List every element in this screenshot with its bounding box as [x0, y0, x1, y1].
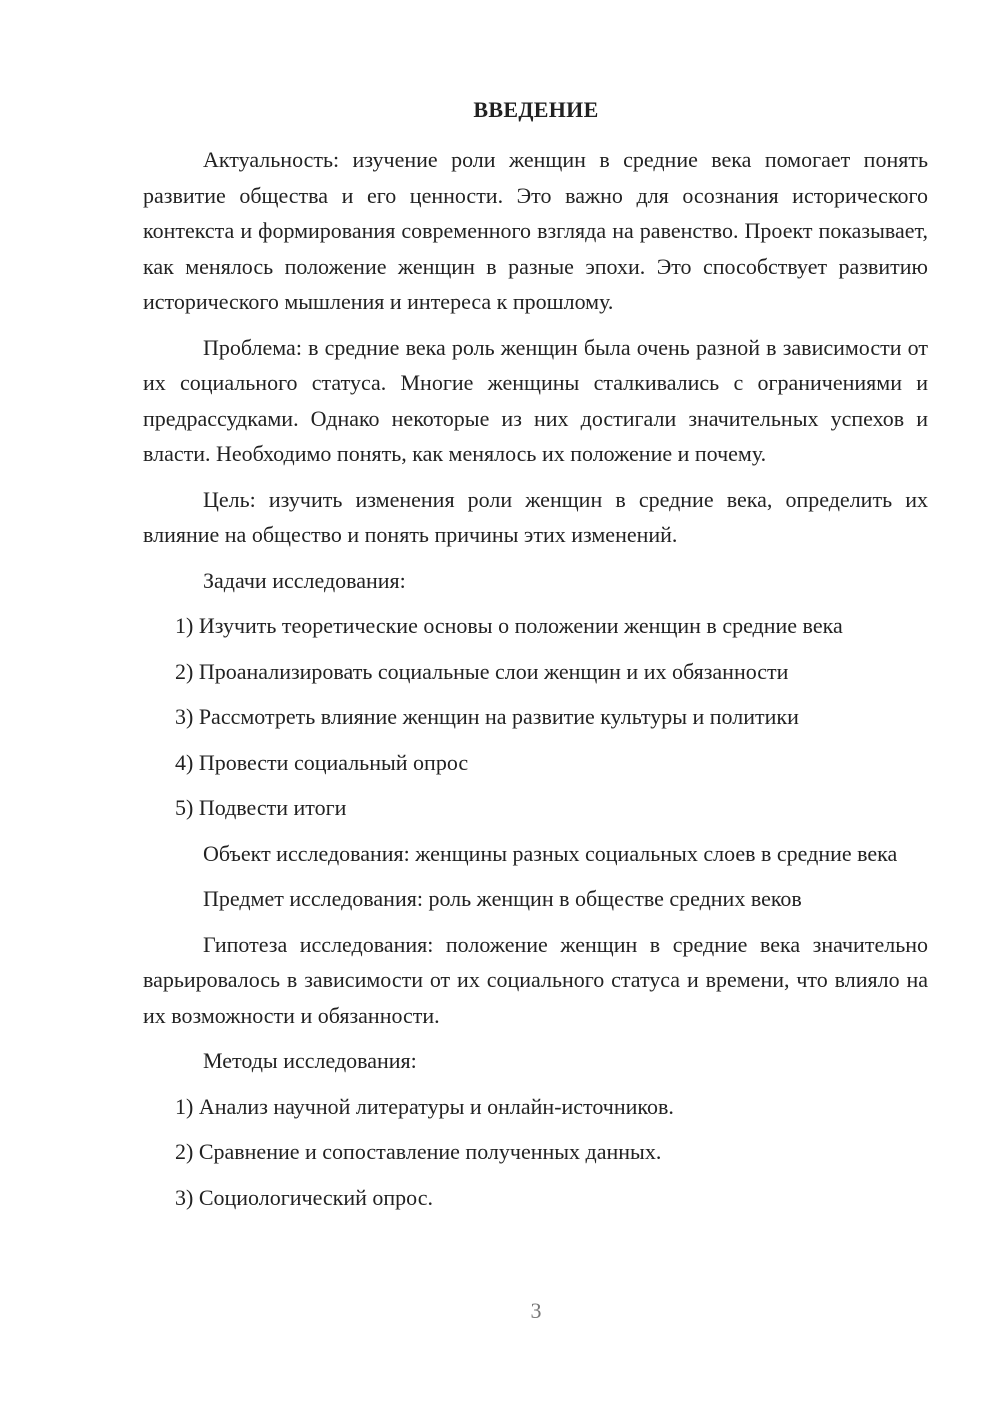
- task-item: 2) Проанализировать социальные слои женщин и их обязанности: [175, 658, 789, 684]
- method-item: 1) Анализ научной литературы и онлайн-источников.: [175, 1093, 674, 1119]
- subject-paragraph: Предмет исследования: роль женщин в обществе средних веков: [203, 886, 802, 911]
- task-item: 1) Изучить теоретические основы о положении женщин в средние века: [175, 613, 843, 638]
- page-title: ВВЕДЕНИЕ: [473, 97, 599, 122]
- methods-heading: Методы исследования:: [203, 1048, 417, 1073]
- hypothesis-paragraph: Гипотеза исследования: положение женщин в средние века значительно варьировалось в зависимости от их социального статуса и времени, что влияло на их возможности и обязанности.: [143, 931, 928, 1028]
- tasks-heading: Задачи исследования:: [203, 567, 406, 593]
- task-item: 5) Подвести итоги: [175, 795, 347, 820]
- page-number: 3: [530, 1298, 542, 1323]
- method-item: 3) Социологический опрос.: [175, 1184, 433, 1210]
- document-body: [143, 142, 928, 1225]
- method-item: 2) Сравнение и сопоставление полученных данных.: [175, 1139, 662, 1164]
- task-item: 4) Провести социальный опрос: [175, 749, 469, 775]
- goal-paragraph: Цель: изучить изменения роли женщин в средние века, определить их влияние на общество и понять причины этих изменений.: [143, 486, 928, 547]
- relevance-paragraph: Актуальность: изучение роли женщин в средние века помогает понять развитие общества и его ценности. Это важно для осознания исторического контекста и формирования современного взгляда на равенство. Проект показывает, как менялось положение женщин в разные эпохи. Это способствует развитию исторического мышления и интереса к прошлому.: [143, 147, 928, 314]
- problem-paragraph: Проблема: в средние века роль женщин была очень разной в зависимости от их социального статуса. Многие женщины сталкивались с ограничениями и предрассудками. Однако некоторые из них достигали значительных успехов и власти. Необходимо понять, как менялось их положение и почему.: [143, 334, 928, 466]
- task-item: 3) Рассмотреть влияние женщин на развитие культуры и политики: [175, 704, 799, 729]
- object-paragraph: Объект исследования: женщины разных социальных слоев в средние века: [203, 840, 898, 866]
